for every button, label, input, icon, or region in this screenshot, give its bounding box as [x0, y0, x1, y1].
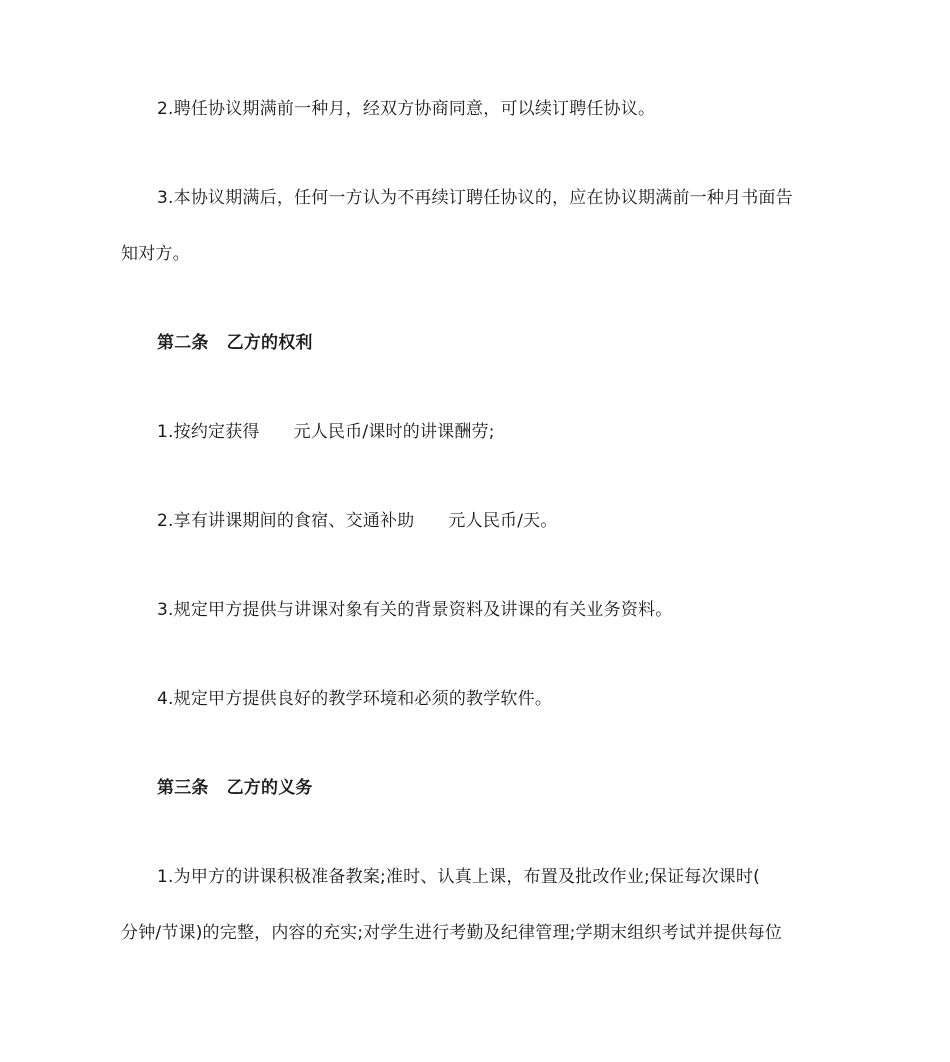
- paragraph-expiry-line-1: 3.本协议期满后，任何一方认为不再续订聘任协议的，应在协议期满前一种月书面告: [157, 188, 793, 208]
- rights-item-2-text-before: 2.享有讲课期间的食宿、交通补助: [157, 511, 415, 531]
- section-title: 乙方的义务: [226, 778, 313, 798]
- obligations-item-1-line-2: 分钟/节课)的完整，内容的充实;对学生进行考勤及纪律管理;学期末组织考试并提供每位: [121, 923, 783, 943]
- obligations-item-1-line-1: 1.为甲方的讲课积极准备教案;准时、认真上课，布置及批改作业;保证每次课时(: [157, 867, 760, 887]
- section-title: 乙方的权利: [226, 333, 313, 353]
- rights-item-1-text-before: 1.按约定获得: [157, 422, 260, 442]
- paragraph-renewal: 2.聘任协议期满前一种月，经双方协商同意，可以续订聘任协议。: [157, 99, 656, 119]
- paragraph-expiry-line-2: 知对方。: [121, 244, 190, 264]
- rights-item-3: 3.规定甲方提供与讲课对象有关的背景资料及讲课的有关业务资料。: [157, 600, 673, 620]
- rights-item-1: [157, 420, 495, 444]
- rights-item-2-text-after: 元人民币/天。: [448, 511, 558, 531]
- section-heading-obligations: [157, 776, 313, 800]
- rights-item-2: [157, 509, 558, 533]
- section-number: 第二条: [157, 333, 209, 353]
- rights-item-4: 4.规定甲方提供良好的教学环境和必须的教学软件。: [157, 689, 553, 709]
- rights-item-1-text-after: 元人民币/课时的讲课酬劳;: [293, 422, 495, 442]
- section-heading-rights: [157, 331, 313, 355]
- section-number: 第三条: [157, 778, 209, 798]
